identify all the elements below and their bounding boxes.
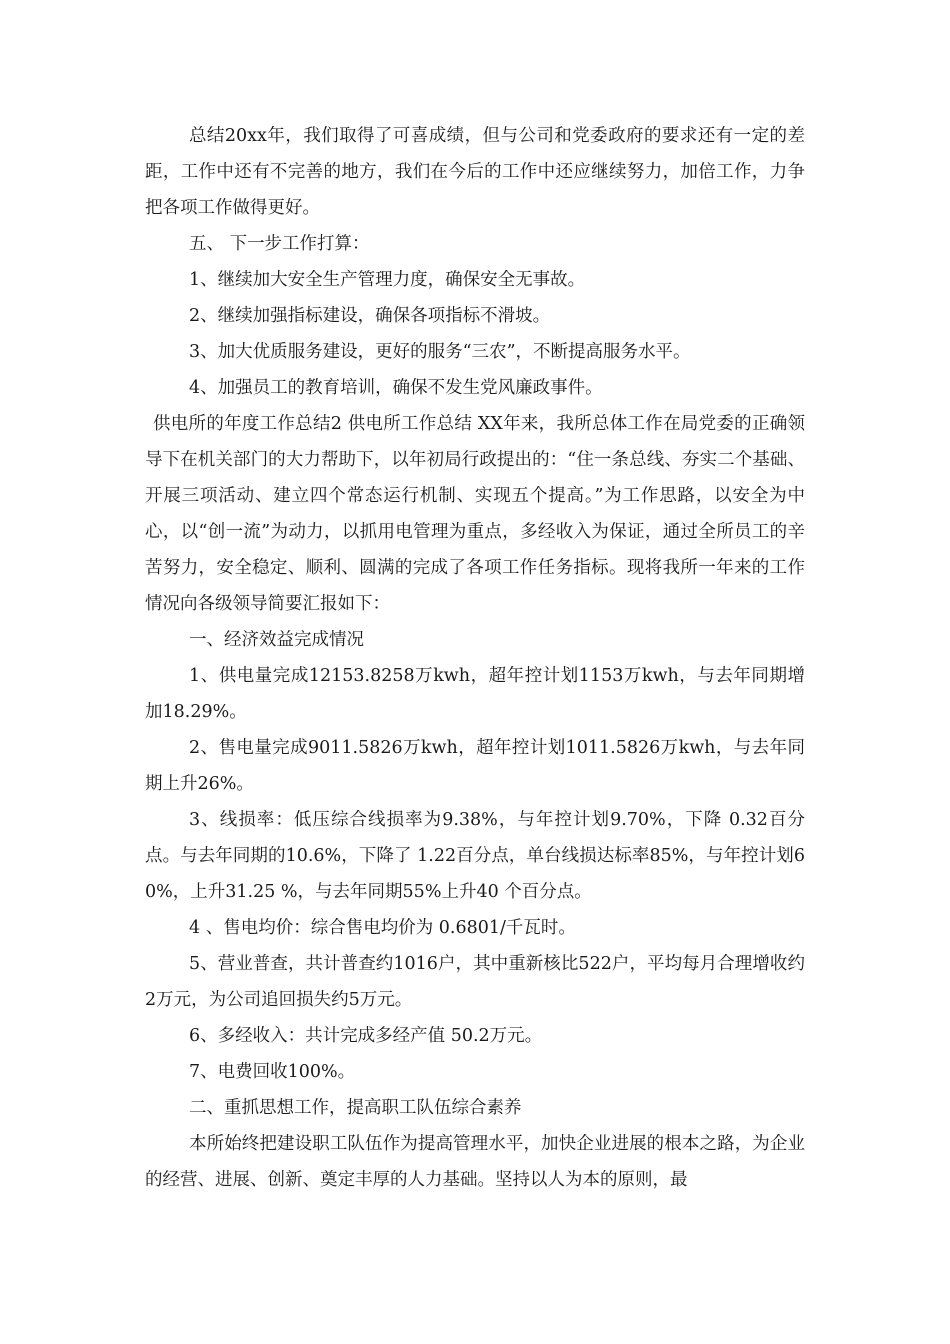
- list-item: 5、营业普查，共计普查约1016户，其中重新核比522户，平均每月合理增收约2万元，为公司追回损失约5万元。: [145, 954, 805, 1010]
- list-item: 6、多经收入：共计完成多经产值 50.2万元。: [189, 1026, 543, 1046]
- heading-ideological-work: 二、重抓思想工作，提高职工队伍综合素养: [189, 1098, 522, 1118]
- paragraph-summary: 总结20xx年，我们取得了可喜成绩，但与公司和党委政府的要求还有一定的差距，工作中还有不完善的地方，我们在今后的工作中还应继续努力，加倍工作，力争把各项工作做得更好。: [145, 126, 805, 218]
- list-item: 7、电费回收100%。: [189, 1062, 356, 1082]
- list-item: 1、继续加大安全生产管理力度，确保安全无事故。: [189, 270, 586, 290]
- document-body: [145, 118, 805, 1198]
- list-item: 1、供电量完成12153.8258万kwh，超年控计划1153万kwh，与去年同期增加18.29%。: [145, 666, 805, 722]
- list-item: 3、加大优质服务建设，更好的服务“三农”，不断提高服务水平。: [189, 342, 691, 362]
- list-item: 4、加强员工的教育培训，确保不发生党风廉政事件。: [189, 378, 603, 398]
- heading-next-steps: 五、 下一步工作打算：: [189, 234, 370, 254]
- heading-economic-benefits: 一、经济效益完成情况: [189, 630, 364, 650]
- list-item: 3、线损率：低压综合线损率为9.38%，与年控计划9.70%，下降 0.32百分点。与去年同期的10.6%，下降了 1.22百分点，单台线损达标率85%，与年控计划60%，上升31.25 %，与去年同期55%上升40 个百分点。: [145, 810, 805, 902]
- paragraph-staff-building: 本所始终把建设职工队伍作为提高管理水平，加快企业进展的根本之路，为企业的经营、进展、创新、奠定丰厚的人力基础。坚持以人为本的原则，最: [145, 1134, 805, 1190]
- list-item: 2、继续加强指标建设，确保各项指标不滑坡。: [189, 306, 551, 326]
- paragraph-second-report: 供电所的年度工作总结2 供电所工作总结 XX年来，我所总体工作在局党委的正确领导下在机关部门的大力帮助下，以年初局行政提出的：“住一条总线、夯实二个基础、开展三项活动、建立四个常态运行机制、实现五个提高。”为工作思路，以安全为中心，以“创一流”为动力，以抓用电管理为重点，多经收入为保证，通过全所员工的辛苦努力，安全稳定、顺利、圆满的完成了各项工作任务指标。现将我所一年来的工作情况向各级领导简要汇报如下：: [145, 414, 805, 614]
- list-item: 4 、售电均价：综合售电均价为 0.6801/千瓦时。: [189, 918, 576, 938]
- list-item: 2、售电量完成9011.5826万kwh，超年控计划1011.5826万kwh，与去年同期上升26%。: [145, 738, 805, 794]
